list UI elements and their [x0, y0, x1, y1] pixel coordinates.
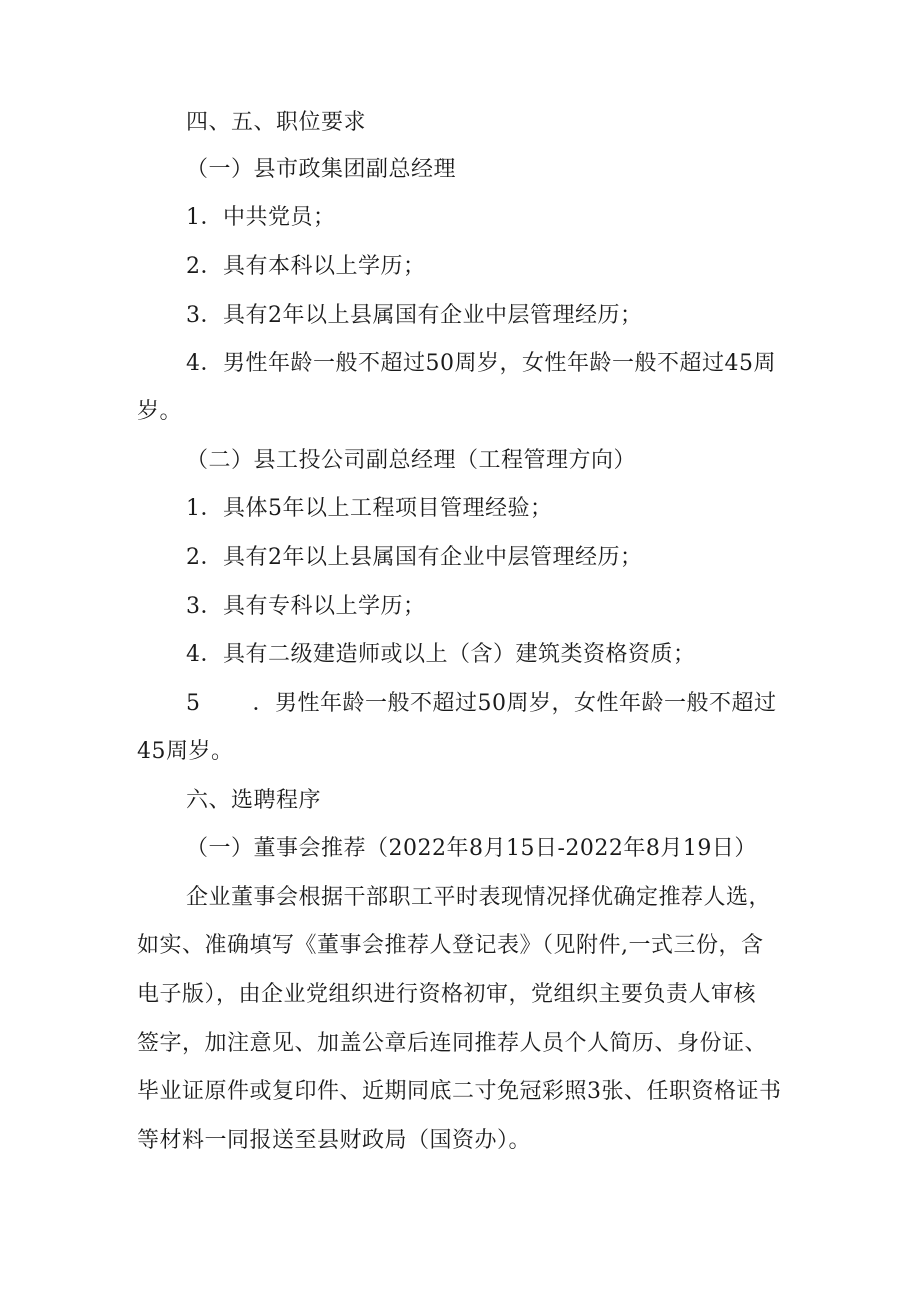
requirement-item-number: 5: [186, 691, 201, 716]
subsection-title-board-recommendation: （一）董事会推荐（2022年8月15日-2022年8月19日）: [186, 836, 757, 861]
requirement-item: 3．具有2年以上县属国有企业中层管理经历；: [186, 303, 643, 328]
subsection-title-industrial-investment: （二）县工投公司副总经理（工程管理方向）: [186, 448, 637, 473]
requirement-item: 4．具有二级建造师或以上（含）建筑类资格资质；: [186, 642, 696, 667]
requirement-item: 2．具有本科以上学历；: [186, 254, 426, 279]
requirement-item: 2．具有2年以上县属国有企业中层管理经历；: [186, 545, 643, 570]
paragraph-line: 毕业证原件或复印件、近期同底二寸免冠彩照3张、任职资格证书: [137, 1079, 782, 1104]
requirement-item: 1．具体5年以上工程项目管理经验；: [186, 496, 553, 521]
paragraph-line: 签字，加注意见、加盖公章后连同推荐人员个人简历、身份证、: [137, 1031, 768, 1056]
requirement-item-age-line1: 4．男性年龄一般不超过50周岁，女性年龄一般不超过45周: [186, 351, 776, 376]
requirement-item: 3．具有专科以上学历；: [186, 594, 426, 619]
requirement-item-age-line2: 岁。: [137, 399, 183, 424]
requirement-item: 1．中共党员；: [186, 205, 336, 230]
paragraph-line: 如实、准确填写《董事会推荐人登记表》（见附件,一式三份，含: [137, 933, 764, 958]
section-heading-job-requirements: 四、五、职位要求: [186, 110, 367, 135]
paragraph-line: 企业董事会根据干部职工平时表现情况择优确定推荐人选，: [186, 885, 772, 910]
requirement-item-text: ．男性年龄一般不超过50周岁，女性年龄一般不超过: [252, 691, 777, 716]
section-heading-selection-procedure: 六、选聘程序: [186, 788, 322, 813]
subsection-title-municipal-group: （一）县市政集团副总经理: [186, 157, 457, 182]
paragraph-line: 电子版），由企业党组织进行资格初审，党组织主要负责人审核: [137, 982, 757, 1007]
requirement-item-age-line1: [186, 689, 777, 719]
paragraph-line: 等材料一同报送至县财政局（国资办）。: [137, 1128, 532, 1153]
requirement-item-age-line2: 45周岁。: [137, 739, 234, 764]
